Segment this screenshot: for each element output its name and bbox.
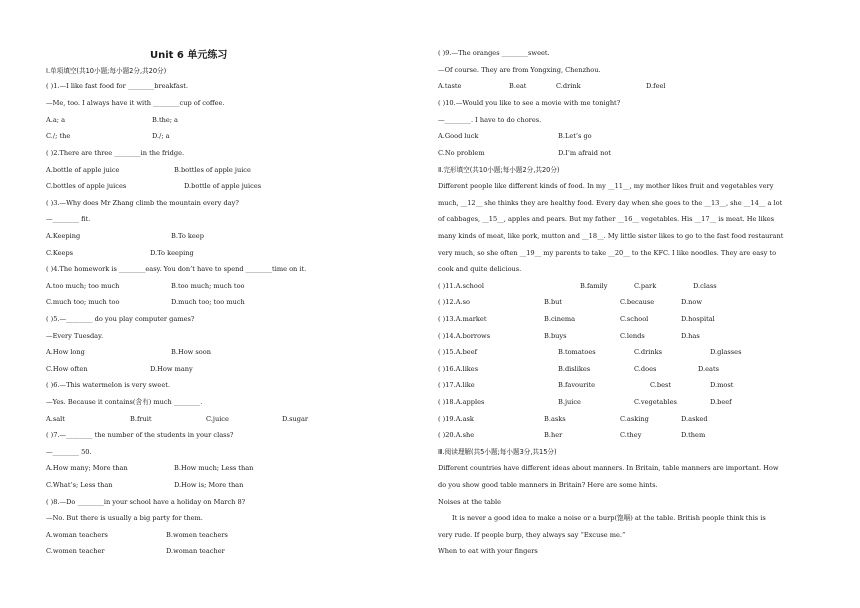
- answer-option: C.vegetables: [634, 398, 677, 406]
- answer-option: D.sugar: [282, 415, 309, 423]
- answer-option: D.eats: [698, 365, 720, 373]
- answer-option: D.How many: [150, 365, 193, 373]
- answer-option: B.To keep: [171, 232, 204, 240]
- answer-option: B.buys: [544, 332, 567, 340]
- answer-option: B.juice: [558, 398, 581, 406]
- answer-option: C.No problem: [438, 149, 485, 157]
- text-line: of cabbages, __15__, apples and pears. But my father __16__ vegetables. His __17__ is meat. He likes: [438, 215, 775, 223]
- section-heading-single-choice: Ⅰ.单项填空(共10小题;每小题2分,共20分): [46, 67, 167, 75]
- answer-option: ( )19.A.ask: [438, 415, 474, 423]
- answer-option: B.her: [544, 431, 563, 439]
- text-line: ( )5.—________ do you play computer games?: [46, 315, 195, 323]
- section-heading: Ⅱ.完形填空(共10小题;每小题2分,共20分): [438, 166, 560, 174]
- answer-option: D.class: [693, 282, 717, 290]
- text-line: —Every Tuesday.: [46, 332, 104, 340]
- answer-option: A.How many; More than: [46, 464, 128, 472]
- answer-option: B.asks: [544, 415, 566, 423]
- answer-option: B.eat: [509, 82, 527, 90]
- answer-option: B.How soon: [171, 348, 211, 356]
- answer-option: D.bottle of apple juices: [184, 182, 262, 190]
- text-line: It is never a good idea to make a noise or a burp(饱嗝) at the table. British people think this is: [452, 514, 766, 522]
- answer-option: C.because: [620, 298, 655, 306]
- text-line: —No. But there is usually a big party for them.: [46, 514, 203, 522]
- answer-option: ( )17.A.like: [438, 381, 475, 389]
- answer-option: C.women teacher: [46, 547, 105, 555]
- text-line: Different countries have different ideas about manners. In Britain, table manners are important. How: [438, 464, 779, 472]
- answer-option: C.much too; much too: [46, 298, 120, 306]
- text-line: very rude. If people burp, they always say “Excuse me.”: [438, 531, 626, 539]
- answer-option: D.hospital: [681, 315, 715, 323]
- text-line: ( )8.—Do ________in your school have a holiday on March 8?: [46, 498, 246, 506]
- answer-option: C.bottles of apple juices: [46, 182, 127, 190]
- answer-option: D.To keeping: [150, 249, 194, 257]
- text-line: ( )3.—Why does Mr Zhang climb the mountain every day?: [46, 199, 239, 207]
- answer-option: A.salt: [46, 415, 65, 423]
- text-line: —Of course. They are from Yongxing, Chenzhou.: [438, 66, 601, 74]
- text-line: —________. I have to do chores.: [438, 116, 542, 124]
- answer-option: A.taste: [438, 82, 462, 90]
- text-line: ( )4.The homework is ________easy. You don’t have to spend ________time on it.: [46, 265, 307, 273]
- answer-option: C.does: [634, 365, 657, 373]
- answer-option: ( )11.A.school: [438, 282, 484, 290]
- answer-option: D.woman teacher: [166, 547, 225, 555]
- answer-option: ( )13.A.market: [438, 315, 487, 323]
- text-line: ( )1.—I like fast food for ________breakfast.: [46, 82, 188, 90]
- answer-option: D.most: [710, 381, 734, 389]
- answer-option: B.Let’s go: [558, 132, 592, 140]
- section-heading: Ⅲ.阅读理解(共5小题;每小题3分,共15分): [438, 448, 557, 456]
- answer-option: A.a; a: [46, 116, 66, 124]
- answer-option: A.woman teachers: [46, 531, 108, 539]
- answer-option: D.much too; too much: [171, 298, 245, 306]
- text-line: ( )2.There are three ________in the fridge.: [46, 149, 185, 157]
- text-line: Different people like different kinds of food. In my __11__, my mother likes fruit and vegetables very: [438, 182, 774, 190]
- text-line: —________ fit.: [46, 215, 91, 223]
- text-line: —________ 50.: [46, 448, 92, 456]
- answer-option: B.bottles of apple juice: [174, 166, 251, 174]
- answer-option: C.they: [620, 431, 642, 439]
- answer-option: D.now: [681, 298, 703, 306]
- answer-option: ( )12.A.so: [438, 298, 470, 306]
- answer-option: B.the; a: [152, 116, 178, 124]
- text-line: ( )6.—This watermelon is very sweet.: [46, 381, 170, 389]
- answer-option: C.asking: [620, 415, 649, 423]
- answer-option: B.cinema: [544, 315, 576, 323]
- answer-option: C.juice: [206, 415, 229, 423]
- answer-option: ( )20.A.she: [438, 431, 475, 439]
- answer-option: D.beef: [710, 398, 732, 406]
- answer-option: D.glasses: [710, 348, 742, 356]
- answer-option: D.them: [681, 431, 706, 439]
- text-line: very much, so she often __19__ my parents to take __20__ to the KFC. I like noodles. They are easy to: [438, 249, 777, 257]
- answer-option: D.has: [681, 332, 700, 340]
- text-line: When to eat with your fingers: [438, 547, 538, 555]
- answer-option: D.feel: [646, 82, 666, 90]
- answer-option: B.fruit: [130, 415, 152, 423]
- text-line: many kinds of meat, like pork, mutton and __18__. My little sister likes to go to the fast food restaurant: [438, 232, 784, 240]
- answer-option: C.Keeps: [46, 249, 74, 257]
- text-line: do you show good table manners in Britain? Here are some hints.: [438, 481, 658, 489]
- answer-option: C.best: [650, 381, 672, 389]
- answer-option: B.How much; Less than: [174, 464, 254, 472]
- answer-option: B.women teachers: [166, 531, 228, 539]
- answer-option: C.school: [620, 315, 649, 323]
- text-line: ( )9.—The oranges ________sweet.: [438, 49, 550, 57]
- answer-option: B.too much; much too: [171, 282, 245, 290]
- answer-option: ( )16.A.likes: [438, 365, 479, 373]
- answer-option: B.dislikes: [558, 365, 591, 373]
- answer-option: C.lends: [620, 332, 645, 340]
- answer-option: ( )14.A.borrows: [438, 332, 491, 340]
- answer-option: D.I’m afraid not: [558, 149, 611, 157]
- answer-option: C.drink: [556, 82, 581, 90]
- text-line: ( )10.—Would you like to see a movie with me tonight?: [438, 99, 621, 107]
- answer-option: D./; a: [152, 132, 170, 140]
- answer-option: A.How long: [46, 348, 85, 356]
- text-line: much, __12__ she thinks they are healthy food. Every day when she goes to the __13__, she __14__ a lot: [438, 199, 783, 207]
- page-title: Unit 6 单元练习: [150, 50, 228, 61]
- text-line: cook and quite delicious.: [438, 265, 522, 273]
- text-line: Noises at the table: [438, 498, 501, 506]
- answer-option: ( )18.A.apples: [438, 398, 485, 406]
- answer-option: A.Good luck: [438, 132, 479, 140]
- answer-option: D.asked: [681, 415, 708, 423]
- answer-option: B.family: [580, 282, 608, 290]
- text-line: —Yes. Because it contains(含有) much ________.: [46, 398, 203, 406]
- answer-option: C.drinks: [634, 348, 663, 356]
- text-line: ( )7.—________ the number of the students in your class?: [46, 431, 234, 439]
- answer-option: C./; the: [46, 132, 71, 140]
- answer-option: D.How is; More than: [174, 481, 244, 489]
- answer-option: A.Keeping: [46, 232, 81, 240]
- text-line: —Me, too. I always have it with ________cup of coffee.: [46, 99, 225, 107]
- answer-option: ( )15.A.beef: [438, 348, 478, 356]
- answer-option: B.tomatoes: [558, 348, 596, 356]
- answer-option: B.but: [544, 298, 563, 306]
- answer-option: C.How often: [46, 365, 88, 373]
- answer-option: C.park: [634, 282, 657, 290]
- answer-option: B.favourite: [558, 381, 596, 389]
- answer-option: A.too much; too much: [46, 282, 120, 290]
- answer-option: C.What’s; Less than: [46, 481, 113, 489]
- answer-option: A.bottle of apple juice: [46, 166, 120, 174]
